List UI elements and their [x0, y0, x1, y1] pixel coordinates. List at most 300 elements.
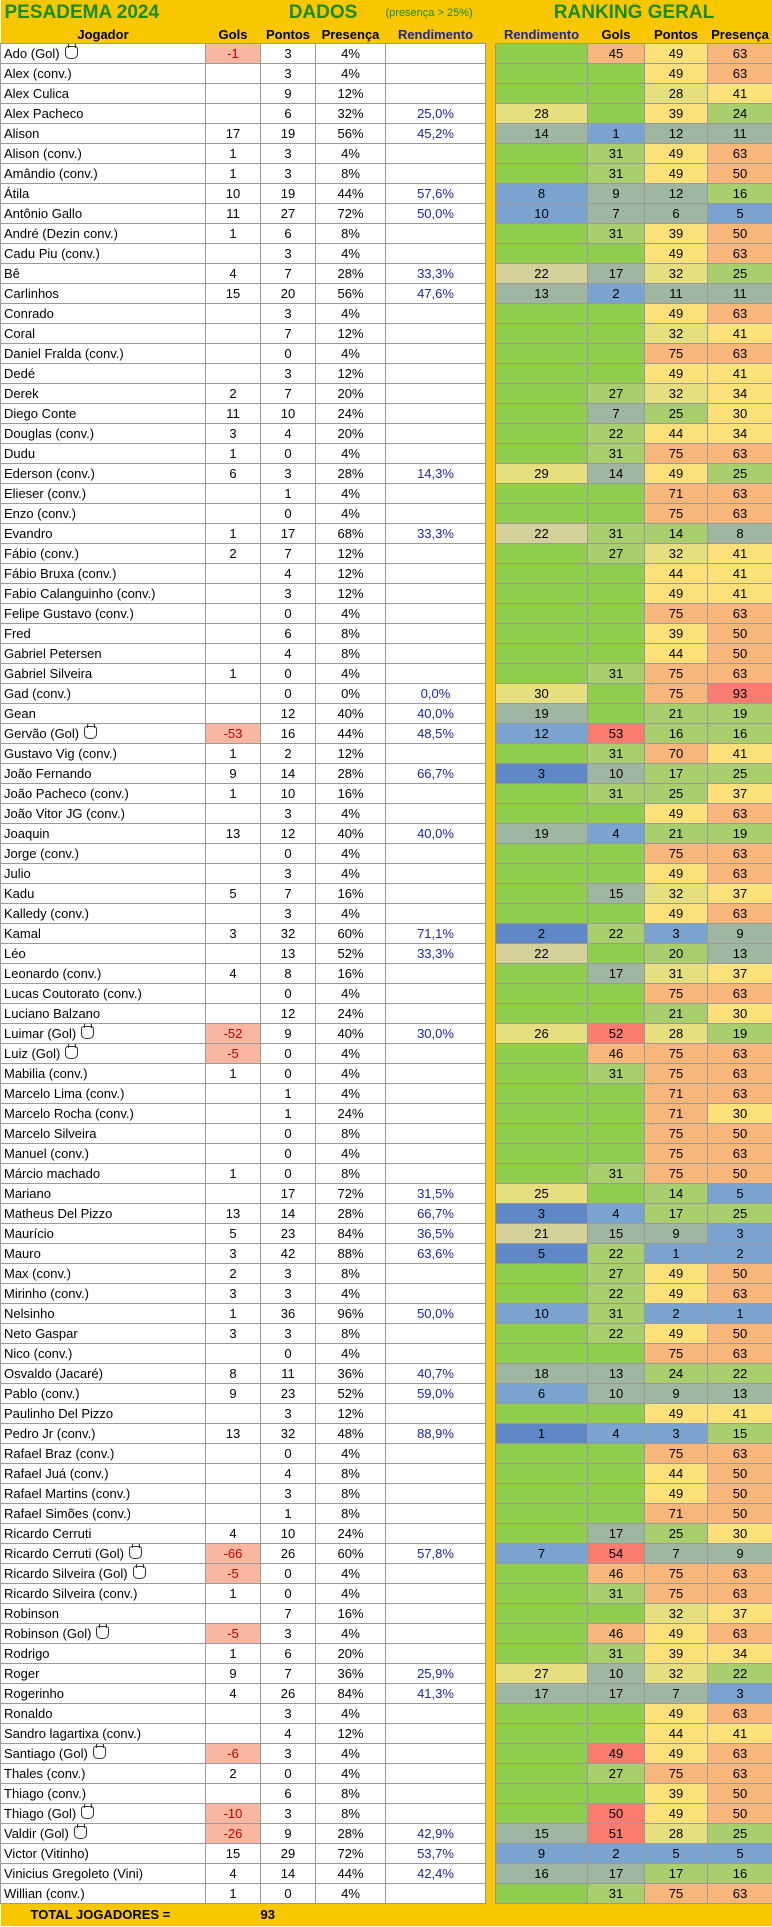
separator	[486, 1044, 496, 1064]
points-cell: 9	[261, 84, 316, 104]
table-row	[1, 384, 772, 404]
rank-gols-cell	[588, 84, 645, 104]
presence-cell: 4%	[316, 1884, 386, 1904]
player-name	[1, 1484, 206, 1504]
rank-pontos-cell: 6	[645, 204, 708, 224]
rendimento-cell: 14,3%	[386, 464, 486, 484]
goals-cell	[206, 364, 261, 384]
player-name-text: Gustavo Vig (conv.)	[4, 746, 117, 761]
rank-rendimento-cell	[496, 544, 588, 564]
rendimento-cell	[386, 904, 486, 924]
player-name	[1, 1644, 206, 1664]
table-row	[1, 1464, 772, 1484]
points-cell: 6	[261, 104, 316, 124]
table-row	[1, 264, 772, 284]
goals-cell	[206, 624, 261, 644]
rank-rendimento-cell	[496, 1404, 588, 1424]
rank-pontos-cell: 49	[645, 1324, 708, 1344]
player-name	[1, 1624, 206, 1644]
rendimento-cell	[386, 444, 486, 464]
table-row	[1, 1664, 772, 1684]
presence-cell: 8%	[316, 1804, 386, 1824]
rank-rendimento-cell: 10	[496, 204, 588, 224]
rank-gols-cell	[588, 1704, 645, 1724]
rank-presenca-cell: 41	[708, 1404, 772, 1424]
rank-presenca-cell: 93	[708, 684, 772, 704]
goals-cell: 11	[206, 204, 261, 224]
rank-rendimento-cell	[496, 604, 588, 624]
rank-rendimento-cell: 28	[496, 104, 588, 124]
table-row	[1, 864, 772, 884]
rank-rendimento-cell: 7	[496, 1544, 588, 1564]
rank-presenca-cell: 5	[708, 204, 772, 224]
player-name	[1, 684, 206, 704]
player-name	[1, 344, 206, 364]
table-row	[1, 304, 772, 324]
rank-rendimento-cell: 5	[496, 1244, 588, 1264]
points-cell: 7	[261, 1604, 316, 1624]
points-cell: 0	[261, 684, 316, 704]
rank-pontos-cell: 49	[645, 244, 708, 264]
rendimento-cell	[386, 984, 486, 1004]
presence-cell: 72%	[316, 204, 386, 224]
rank-rendimento-cell	[496, 1464, 588, 1484]
points-cell: 10	[261, 1524, 316, 1544]
player-name	[1, 1044, 206, 1064]
ranking-title: RANKING GERAL	[496, 0, 772, 26]
points-cell: 0	[261, 1444, 316, 1464]
col-header-gols: Gols	[206, 26, 261, 44]
rendimento-cell: 57,6%	[386, 184, 486, 204]
points-cell: 4	[261, 1464, 316, 1484]
rank-gols-cell	[588, 804, 645, 824]
player-name-text: Willian (conv.)	[4, 1886, 85, 1901]
rank-rendimento-cell: 26	[496, 1024, 588, 1044]
rank-pontos-cell: 17	[645, 1864, 708, 1884]
rank-rendimento-cell	[496, 864, 588, 884]
rendimento-cell	[386, 384, 486, 404]
points-cell: 42	[261, 1244, 316, 1264]
rendimento-cell	[386, 1324, 486, 1344]
player-name-text: Fred	[4, 626, 31, 641]
player-name-text: Nelsinho	[4, 1306, 55, 1321]
presence-cell: 24%	[316, 404, 386, 424]
player-name	[1, 844, 206, 864]
separator	[486, 204, 496, 224]
goals-cell	[206, 804, 261, 824]
rendimento-cell: 0,0%	[386, 684, 486, 704]
goals-cell: 1	[206, 164, 261, 184]
rendimento-cell	[386, 864, 486, 884]
table-row	[1, 1784, 772, 1804]
presence-cell: 84%	[316, 1224, 386, 1244]
player-name-text: Rodrigo	[4, 1646, 50, 1661]
goals-cell: -1	[206, 44, 261, 64]
separator	[486, 1304, 496, 1324]
table-row	[1, 1324, 772, 1344]
rank-gols-cell	[588, 364, 645, 384]
player-name-text: Fábio Bruxa (conv.)	[4, 566, 117, 581]
presence-cell: 4%	[316, 1564, 386, 1584]
player-name	[1, 264, 206, 284]
table-row	[1, 1024, 772, 1044]
player-name	[1, 1704, 206, 1724]
points-cell: 16	[261, 724, 316, 744]
rank-rendimento-cell	[496, 1444, 588, 1464]
rank-gols-cell: 54	[588, 1544, 645, 1564]
rank-rendimento-cell	[496, 224, 588, 244]
goals-cell: -66	[206, 1544, 261, 1564]
rank-presenca-cell: 25	[708, 264, 772, 284]
goals-cell	[206, 704, 261, 724]
table-row	[1, 984, 772, 1004]
goals-cell: 1	[206, 1644, 261, 1664]
separator	[486, 1084, 496, 1104]
separator	[486, 1024, 496, 1044]
player-name-text: Rafael Juá (conv.)	[4, 1466, 109, 1481]
points-cell: 2	[261, 744, 316, 764]
goals-cell: 5	[206, 884, 261, 904]
presence-cell: 16%	[316, 964, 386, 984]
presence-cell: 16%	[316, 1604, 386, 1624]
player-name	[1, 904, 206, 924]
goals-cell	[206, 1404, 261, 1424]
player-name-text: Ederson (conv.)	[4, 466, 95, 481]
table-row	[1, 1144, 772, 1164]
rank-gols-cell: 31	[588, 1584, 645, 1604]
table-row	[1, 584, 772, 604]
separator	[486, 104, 496, 124]
rank-gols-cell: 4	[588, 1424, 645, 1444]
points-cell: 0	[261, 1584, 316, 1604]
rank-presenca-cell: 41	[708, 564, 772, 584]
rank-gols-cell: 10	[588, 1384, 645, 1404]
rank-gols-cell	[588, 624, 645, 644]
rank-rendimento-cell	[496, 164, 588, 184]
rank-pontos-cell: 25	[645, 1524, 708, 1544]
col-header-presenca: Presença	[316, 26, 386, 44]
player-name-text: Luiz (Gol)	[4, 1046, 61, 1061]
rank-rendimento-cell: 18	[496, 1364, 588, 1384]
separator	[486, 684, 496, 704]
rank-presenca-cell: 63	[708, 504, 772, 524]
rank-pontos-cell: 21	[645, 824, 708, 844]
rendimento-cell	[386, 844, 486, 864]
presence-cell: 28%	[316, 764, 386, 784]
rank-presenca-cell: 63	[708, 1624, 772, 1644]
rendimento-cell: 48,5%	[386, 724, 486, 744]
separator	[486, 844, 496, 864]
presence-cell: 8%	[316, 1124, 386, 1144]
player-name-text: Jorge (conv.)	[4, 846, 79, 861]
player-name-text: Valdir (Gol)	[4, 1826, 69, 1841]
player-name	[1, 1404, 206, 1424]
points-cell: 3	[261, 244, 316, 264]
player-name-text: Alex Pacheco	[4, 106, 84, 121]
rank-pontos-cell: 49	[645, 1704, 708, 1724]
total-label: TOTAL JOGADORES =	[1, 1904, 261, 1927]
presence-cell: 32%	[316, 104, 386, 124]
goalkeeper-glove-icon	[81, 1806, 94, 1819]
player-rows	[1, 44, 772, 1904]
player-name-text: Gervão (Gol)	[4, 726, 80, 741]
rank-rendimento-cell: 9	[496, 1844, 588, 1864]
table-row	[1, 1804, 772, 1824]
player-name-text: João Fernando	[4, 766, 92, 781]
table-row	[1, 1604, 772, 1624]
rank-rendimento-cell	[496, 1704, 588, 1724]
player-name	[1, 1664, 206, 1684]
player-name-text: Luimar (Gol)	[4, 1026, 77, 1041]
rank-gols-cell: 17	[588, 1864, 645, 1884]
points-cell: 23	[261, 1224, 316, 1244]
goals-cell: -6	[206, 1744, 261, 1764]
rank-pontos-cell: 12	[645, 124, 708, 144]
presence-cell: 16%	[316, 784, 386, 804]
player-name-text: Alex (conv.)	[4, 66, 72, 81]
presence-cell: 4%	[316, 1584, 386, 1604]
player-name-text: Coral	[4, 326, 36, 341]
goals-cell	[206, 84, 261, 104]
rank-gols-cell: 7	[588, 204, 645, 224]
rank-pontos-cell: 70	[645, 744, 708, 764]
player-name	[1, 1424, 206, 1444]
points-cell: 12	[261, 824, 316, 844]
player-name-text: Robinson	[4, 1606, 59, 1621]
separator	[486, 364, 496, 384]
rank-gols-cell: 7	[588, 404, 645, 424]
rank-pontos-cell: 32	[645, 1604, 708, 1624]
player-name-text: Daniel Fralda (conv.)	[4, 346, 124, 361]
player-name	[1, 184, 206, 204]
presence-cell: 44%	[316, 1864, 386, 1884]
separator	[486, 1544, 496, 1564]
table-row	[1, 1084, 772, 1104]
player-name-text: Mauro	[4, 1246, 41, 1261]
dados-title: DADOS	[261, 0, 386, 26]
rank-presenca-cell: 2	[708, 1244, 772, 1264]
rank-gols-cell	[588, 1724, 645, 1744]
separator	[486, 1844, 496, 1864]
separator	[486, 1884, 496, 1904]
rank-presenca-cell: 63	[708, 1444, 772, 1464]
rank-gols-cell	[588, 304, 645, 324]
goals-cell: 1	[206, 444, 261, 464]
separator	[486, 1644, 496, 1664]
presence-cell: 8%	[316, 1504, 386, 1524]
table-row	[1, 1504, 772, 1524]
rendimento-cell: 33,3%	[386, 264, 486, 284]
presence-cell: 4%	[316, 44, 386, 64]
player-name	[1, 284, 206, 304]
player-name-text: Mabilia (conv.)	[4, 1066, 88, 1081]
col-header-rank-pontos: Pontos	[645, 26, 708, 44]
separator	[486, 1624, 496, 1644]
points-cell: 0	[261, 1164, 316, 1184]
player-name-text: Amândio (conv.)	[4, 166, 98, 181]
presence-cell: 24%	[316, 1524, 386, 1544]
rendimento-cell	[386, 224, 486, 244]
player-name	[1, 204, 206, 224]
player-name	[1, 744, 206, 764]
rank-gols-cell: 13	[588, 1364, 645, 1384]
player-name-text: Antônio Gallo	[4, 206, 83, 221]
goals-cell: 15	[206, 284, 261, 304]
player-name-text: Ricardo Cerruti	[4, 1526, 92, 1541]
separator	[486, 1344, 496, 1364]
player-name	[1, 924, 206, 944]
table-row	[1, 1524, 772, 1544]
rank-rendimento-cell	[496, 1344, 588, 1364]
presence-cell: 0%	[316, 684, 386, 704]
rendimento-cell	[386, 504, 486, 524]
player-name	[1, 604, 206, 624]
rendimento-cell: 41,3%	[386, 1684, 486, 1704]
rank-rendimento-cell	[496, 884, 588, 904]
rank-presenca-cell: 63	[708, 1044, 772, 1064]
rank-gols-cell: 15	[588, 884, 645, 904]
table-row	[1, 1704, 772, 1724]
player-name-text: André (Dezin conv.)	[4, 226, 118, 241]
rank-gols-cell: 31	[588, 744, 645, 764]
goals-cell: 5	[206, 1224, 261, 1244]
goals-cell: 1	[206, 744, 261, 764]
rank-presenca-cell: 63	[708, 904, 772, 924]
points-cell: 3	[261, 1284, 316, 1304]
presence-cell: 12%	[316, 1724, 386, 1744]
rank-presenca-cell: 41	[708, 364, 772, 384]
goals-cell	[206, 1704, 261, 1724]
goals-cell	[206, 1124, 261, 1144]
rendimento-cell	[386, 1444, 486, 1464]
presence-cell: 4%	[316, 1744, 386, 1764]
footer-row	[1, 1904, 772, 1927]
points-cell: 17	[261, 1184, 316, 1204]
presence-cell: 8%	[316, 1324, 386, 1344]
rank-gols-cell: 27	[588, 1264, 645, 1284]
player-name-text: Diego Conte	[4, 406, 77, 421]
table-row	[1, 64, 772, 84]
presence-cell: 40%	[316, 1024, 386, 1044]
goals-cell	[206, 344, 261, 364]
rank-presenca-cell: 11	[708, 124, 772, 144]
rank-rendimento-cell: 3	[496, 764, 588, 784]
separator	[486, 1404, 496, 1424]
player-name-text: Ado (Gol)	[4, 46, 60, 61]
goals-cell: 1	[206, 1064, 261, 1084]
player-name-text: Derek	[4, 386, 39, 401]
rendimento-cell: 57,8%	[386, 1544, 486, 1564]
rank-rendimento-cell	[496, 1524, 588, 1544]
goals-cell: 3	[206, 1324, 261, 1344]
rendimento-cell	[386, 624, 486, 644]
rank-presenca-cell: 50	[708, 644, 772, 664]
presence-cell: 12%	[316, 1404, 386, 1424]
separator	[486, 904, 496, 924]
rank-pontos-cell: 49	[645, 1404, 708, 1424]
separator	[486, 1004, 496, 1024]
rank-presenca-cell: 37	[708, 784, 772, 804]
presence-cell: 4%	[316, 1044, 386, 1064]
total-value: 93	[261, 1904, 316, 1927]
rank-gols-cell	[588, 64, 645, 84]
player-name-text: Thiago (Gol)	[4, 1806, 77, 1821]
separator	[486, 264, 496, 284]
rank-rendimento-cell	[496, 364, 588, 384]
rank-presenca-cell: 37	[708, 884, 772, 904]
rank-presenca-cell: 63	[708, 1884, 772, 1904]
player-name-text: Mirinho (conv.)	[4, 1286, 90, 1301]
points-cell: 0	[261, 1064, 316, 1084]
rank-rendimento-cell	[496, 1004, 588, 1024]
rendimento-cell: 40,0%	[386, 824, 486, 844]
points-cell: 26	[261, 1684, 316, 1704]
points-cell: 3	[261, 1624, 316, 1644]
player-name	[1, 764, 206, 784]
rank-pontos-cell: 49	[645, 1624, 708, 1644]
rank-rendimento-cell	[496, 1144, 588, 1164]
rank-pontos-cell: 49	[645, 144, 708, 164]
rendimento-cell	[386, 1504, 486, 1524]
rank-gols-cell	[588, 324, 645, 344]
points-cell: 23	[261, 1384, 316, 1404]
player-name-text: Ronaldo	[4, 1706, 53, 1721]
points-cell: 19	[261, 124, 316, 144]
goalkeeper-glove-icon	[65, 1046, 78, 1059]
rank-pontos-cell: 32	[645, 264, 708, 284]
goalkeeper-glove-icon	[96, 1626, 109, 1639]
rendimento-cell	[386, 1724, 486, 1744]
col-header-rank-rendimento: Rendimento	[496, 26, 588, 44]
rank-rendimento-cell	[496, 664, 588, 684]
rendimento-cell	[386, 1764, 486, 1784]
table-row	[1, 1364, 772, 1384]
rank-rendimento-cell	[496, 1584, 588, 1604]
separator	[486, 1784, 496, 1804]
rank-presenca-cell: 16	[708, 724, 772, 744]
presence-cell: 8%	[316, 1464, 386, 1484]
points-cell: 3	[261, 1804, 316, 1824]
points-cell: 7	[261, 324, 316, 344]
presence-cell: 20%	[316, 424, 386, 444]
rank-presenca-cell: 25	[708, 1824, 772, 1844]
goals-cell: 13	[206, 824, 261, 844]
separator	[486, 164, 496, 184]
rank-pontos-cell: 49	[645, 1484, 708, 1504]
rendimento-cell: 50,0%	[386, 1304, 486, 1324]
rank-pontos-cell: 32	[645, 324, 708, 344]
points-cell: 3	[261, 144, 316, 164]
presence-cell: 4%	[316, 64, 386, 84]
rank-gols-cell: 22	[588, 924, 645, 944]
goals-cell: 2	[206, 544, 261, 564]
rank-pontos-cell: 75	[645, 1764, 708, 1784]
rank-rendimento-cell	[496, 844, 588, 864]
presence-cell: 8%	[316, 1264, 386, 1284]
rank-pontos-cell: 75	[645, 504, 708, 524]
rank-rendimento-cell	[496, 984, 588, 1004]
player-name-text: Rafael Martins (conv.)	[4, 1486, 131, 1501]
rendimento-cell	[386, 744, 486, 764]
presence-cell: 4%	[316, 984, 386, 1004]
presence-cell: 4%	[316, 1344, 386, 1364]
rank-pontos-cell: 31	[645, 964, 708, 984]
separator	[486, 584, 496, 604]
table-row	[1, 344, 772, 364]
rank-pontos-cell: 7	[645, 1544, 708, 1564]
rank-pontos-cell: 49	[645, 1284, 708, 1304]
separator	[486, 984, 496, 1004]
